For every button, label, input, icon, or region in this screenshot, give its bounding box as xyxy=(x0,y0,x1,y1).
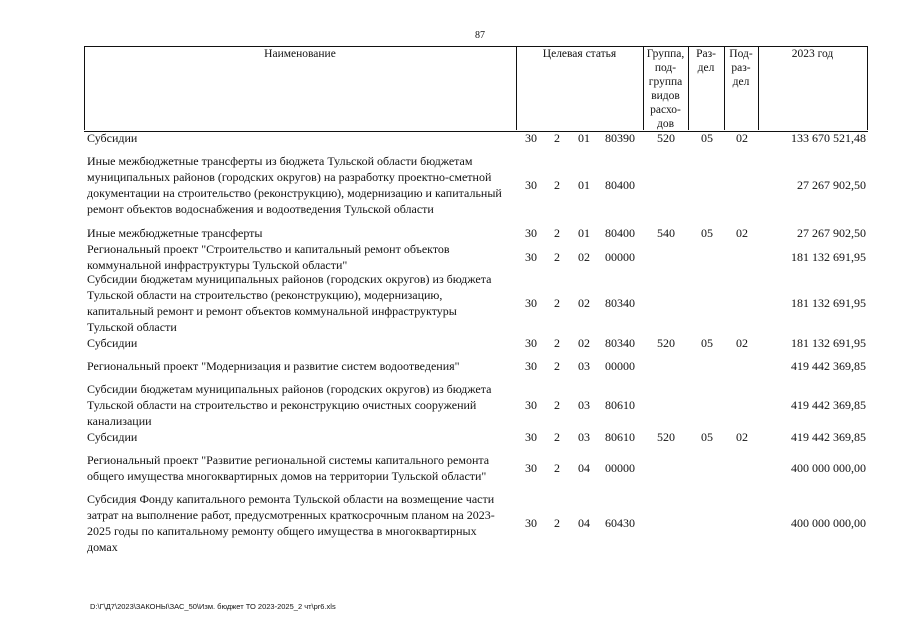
cell-sub: 02 xyxy=(736,226,748,240)
cell-c: 02 xyxy=(578,296,590,310)
cell-amount: 133 670 521,48 xyxy=(791,131,866,145)
cell-a: 30 xyxy=(525,430,537,444)
cell-a: 30 xyxy=(525,296,537,310)
cell-amount: 181 132 691,95 xyxy=(791,336,866,350)
row-name xyxy=(87,241,517,273)
header-expense-group xyxy=(643,46,688,130)
file-path-footer: D:\Г\Д7\2023\ЗАКОНЫ\ЗАС_50\Изм. бюджет ТО 2023-2025_2 чт\pr6.xls xyxy=(90,602,336,611)
row-name-line: Субсидия Фонду капитального ремонта Тульской области на возмещение части xyxy=(87,492,495,506)
cell-d: 80610 xyxy=(605,430,635,444)
cell-amount: 181 132 691,95 xyxy=(791,250,866,264)
row-name-line: ремонт объектов водоснабжения и водоотведения Тульской области xyxy=(87,202,434,216)
row-name xyxy=(87,358,517,374)
table-row xyxy=(0,335,904,351)
row-name xyxy=(87,130,517,146)
cell-amount: 400 000 000,00 xyxy=(791,461,866,475)
header-section xyxy=(688,46,724,130)
row-name-line: муниципальных районов (городских округов) на разработку проектно-сметной xyxy=(87,170,492,184)
table-row xyxy=(0,381,904,429)
row-name xyxy=(87,429,517,445)
cell-b: 2 xyxy=(554,359,560,373)
header-line: Раз- xyxy=(696,48,716,60)
cell-b: 2 xyxy=(554,461,560,475)
row-name-line: Субсидии xyxy=(87,430,138,444)
cell-b: 2 xyxy=(554,398,560,412)
cell-b: 2 xyxy=(554,226,560,240)
cell-d: 80340 xyxy=(605,296,635,310)
table-row xyxy=(0,153,904,217)
row-name-line: Субсидии xyxy=(87,131,138,145)
cell-d: 80390 xyxy=(605,131,635,145)
header-subsection xyxy=(724,46,758,130)
cell-sub: 02 xyxy=(736,336,748,350)
cell-sec: 05 xyxy=(701,131,713,145)
cell-a: 30 xyxy=(525,178,537,192)
row-name-line: Субсидии бюджетам муниципальных районов (городских округов) из бюджета xyxy=(87,382,492,396)
cell-grp: 520 xyxy=(657,131,675,145)
cell-b: 2 xyxy=(554,516,560,530)
cell-sec: 05 xyxy=(701,430,713,444)
page-number: 87 xyxy=(475,30,485,41)
cell-d: 80340 xyxy=(605,336,635,350)
cell-b: 2 xyxy=(554,178,560,192)
header-line: раз- xyxy=(731,62,751,74)
cell-grp: 520 xyxy=(657,336,675,350)
cell-d: 00000 xyxy=(605,359,635,373)
cell-d: 80400 xyxy=(605,226,635,240)
row-name-line: Тульской области на строительство (реконструкцию), модернизацию, xyxy=(87,288,443,302)
cell-sub: 02 xyxy=(736,131,748,145)
cell-a: 30 xyxy=(525,359,537,373)
row-name-line: Региональный проект "Развитие региональной системы капитального ремонта xyxy=(87,453,490,467)
header-divider xyxy=(867,46,868,130)
table-row xyxy=(0,358,904,374)
row-name-line: Региональный проект "Строительство и капитальный ремонт объектов xyxy=(87,242,450,256)
header-name: Наименование xyxy=(264,48,336,60)
cell-grp: 540 xyxy=(657,226,675,240)
cell-d: 00000 xyxy=(605,461,635,475)
cell-c: 02 xyxy=(578,250,590,264)
cell-amount: 27 267 902,50 xyxy=(797,226,866,240)
cell-amount: 419 442 369,85 xyxy=(791,359,866,373)
cell-c: 04 xyxy=(578,516,590,530)
cell-c: 02 xyxy=(578,336,590,350)
cell-c: 01 xyxy=(578,178,590,192)
header-line: под- xyxy=(654,62,677,74)
row-name xyxy=(87,153,517,217)
table-row xyxy=(0,452,904,484)
row-name-line: Тульской области xyxy=(87,320,177,334)
cell-d: 00000 xyxy=(605,250,635,264)
row-name-line: Тульской области на строительство и реконструкцию очистных сооружений xyxy=(87,398,477,412)
cell-a: 30 xyxy=(525,131,537,145)
header-line: дов xyxy=(656,118,675,130)
cell-c: 04 xyxy=(578,461,590,475)
row-name-line: общего имущества многоквартирных домов на территории Тульской области" xyxy=(87,469,487,483)
table-row xyxy=(0,271,904,335)
row-name-line: Иные межбюджетные трансферты xyxy=(87,226,263,240)
row-name-line: Региональный проект "Модернизация и развитие систем водоотведения" xyxy=(87,359,460,373)
cell-amount: 419 442 369,85 xyxy=(791,398,866,412)
table-row xyxy=(0,429,904,445)
cell-a: 30 xyxy=(525,398,537,412)
header-line: группа xyxy=(648,76,683,88)
cell-a: 30 xyxy=(525,461,537,475)
cell-c: 01 xyxy=(578,226,590,240)
cell-b: 2 xyxy=(554,250,560,264)
table-row xyxy=(0,130,904,146)
row-name xyxy=(87,225,517,241)
header-year: 2023 год xyxy=(791,48,834,60)
row-name-line: Иные межбюджетные трансферты из бюджета Тульской области бюджетам xyxy=(87,154,473,168)
cell-b: 2 xyxy=(554,131,560,145)
row-name-line: домах xyxy=(87,540,118,554)
cell-d: 80400 xyxy=(605,178,635,192)
header-line: Группа, xyxy=(646,48,685,60)
cell-amount: 27 267 902,50 xyxy=(797,178,866,192)
cell-a: 30 xyxy=(525,336,537,350)
row-name xyxy=(87,491,517,555)
cell-b: 2 xyxy=(554,296,560,310)
cell-amount: 181 132 691,95 xyxy=(791,296,866,310)
table-row xyxy=(0,491,904,555)
header-line: дел xyxy=(732,76,750,88)
row-name-line: Субсидии бюджетам муниципальных районов (городских округов) из бюджета xyxy=(87,272,492,286)
header-line: расхо- xyxy=(650,104,681,116)
header-target-article: Целевая статья xyxy=(542,48,617,60)
cell-a: 30 xyxy=(525,250,537,264)
cell-amount: 419 442 369,85 xyxy=(791,430,866,444)
row-name-line: 2025 годы по капитальному ремонту общего имущества в многоквартирных xyxy=(87,524,477,538)
cell-grp: 520 xyxy=(657,430,675,444)
table-row xyxy=(0,225,904,241)
row-name-line: Субсидии xyxy=(87,336,138,350)
cell-c: 03 xyxy=(578,398,590,412)
cell-c: 01 xyxy=(578,131,590,145)
row-name-line: капитальный ремонт и ремонт объектов коммунальной инфраструктуры xyxy=(87,304,457,318)
header-line: Под- xyxy=(729,48,753,60)
cell-a: 30 xyxy=(525,226,537,240)
cell-sub: 02 xyxy=(736,430,748,444)
row-name-line: коммунальной инфраструктуры Тульской области" xyxy=(87,258,348,272)
cell-a: 30 xyxy=(525,516,537,530)
cell-amount: 400 000 000,00 xyxy=(791,516,866,530)
row-name xyxy=(87,381,517,429)
row-name xyxy=(87,452,517,484)
header-line: видов xyxy=(651,90,680,102)
cell-sec: 05 xyxy=(701,226,713,240)
cell-b: 2 xyxy=(554,430,560,444)
cell-sec: 05 xyxy=(701,336,713,350)
cell-d: 80610 xyxy=(605,398,635,412)
cell-b: 2 xyxy=(554,336,560,350)
row-name xyxy=(87,335,517,351)
cell-d: 60430 xyxy=(605,516,635,530)
table-row xyxy=(0,241,904,273)
row-name-line: канализации xyxy=(87,414,152,428)
cell-c: 03 xyxy=(578,430,590,444)
header-line: дел xyxy=(697,62,715,74)
cell-c: 03 xyxy=(578,359,590,373)
row-name xyxy=(87,271,517,335)
row-name-line: затрат на выполнение работ, предусмотренных краткосрочным планом на 2023- xyxy=(87,508,495,522)
row-name-line: документации на строительство (реконструкцию), модернизацию и капитальный xyxy=(87,186,502,200)
